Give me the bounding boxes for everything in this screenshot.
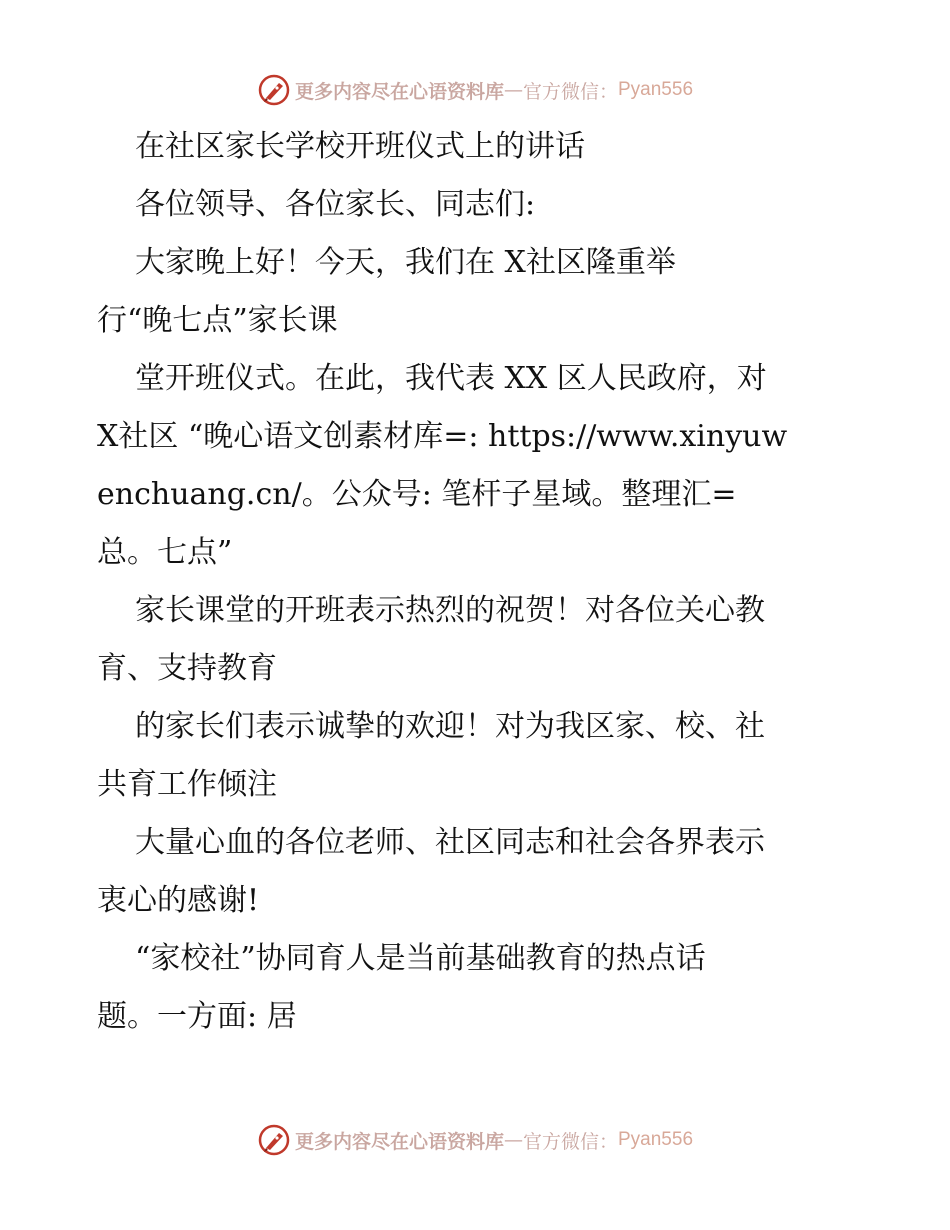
watermark-wechat-id: Pyan556 [618, 1129, 694, 1150]
body-line: 共育工作倾注 [97, 767, 277, 802]
body-line: enchuang.cn/。公众号: 笔杆子星域。整理汇= [97, 477, 737, 512]
body-line: 大家晚上好！今天，我们在 X社区隆重举 [135, 245, 676, 280]
fountain-pen-logo-icon [257, 1123, 291, 1157]
body-line: X社区 “晚心语文创素材库=: https://www.xinyuw [97, 419, 788, 454]
document-body [97, 118, 867, 1046]
body-line: “家校社”协同育人是当前基础教育的热点话 [135, 941, 706, 976]
body-line: 行“晚七点”家长课 [97, 303, 338, 338]
watermark-wechat-label: 官方微信： [522, 1130, 618, 1153]
header-watermark [0, 70, 950, 110]
body-line: 家长课堂的开班表示热烈的祝贺！对各位关心教 [135, 593, 765, 628]
body-line: 堂开班仪式。在此，我代表 XX 区人民政府，对 [135, 361, 767, 396]
watermark-dash: — [503, 1129, 523, 1151]
footer-watermark [0, 1120, 950, 1160]
body-line: 的家长们表示诚挚的欢迎！对为我区家、校、社 [135, 709, 765, 744]
body-line: 题。一方面: 居 [97, 999, 297, 1034]
body-line: 衷心的感谢! [97, 883, 260, 918]
fountain-pen-logo-icon [257, 73, 291, 107]
watermark-dash: — [503, 79, 523, 101]
body-line: 育、支持教育 [97, 651, 277, 686]
watermark-text: 更多内容尽在心语资料库 [294, 1130, 504, 1153]
document-title: 在社区家长学校开班仪式上的讲话 [135, 129, 585, 164]
watermark-text: 更多内容尽在心语资料库 [294, 80, 504, 103]
watermark-wechat-id: Pyan556 [618, 79, 694, 100]
watermark-wechat-label: 官方微信： [522, 80, 618, 103]
salutation-line: 各位领导、各位家长、同志们: [135, 187, 536, 222]
body-line: 总。七点” [97, 535, 233, 570]
body-line: 大量心血的各位老师、社区同志和社会各界表示 [135, 825, 765, 860]
